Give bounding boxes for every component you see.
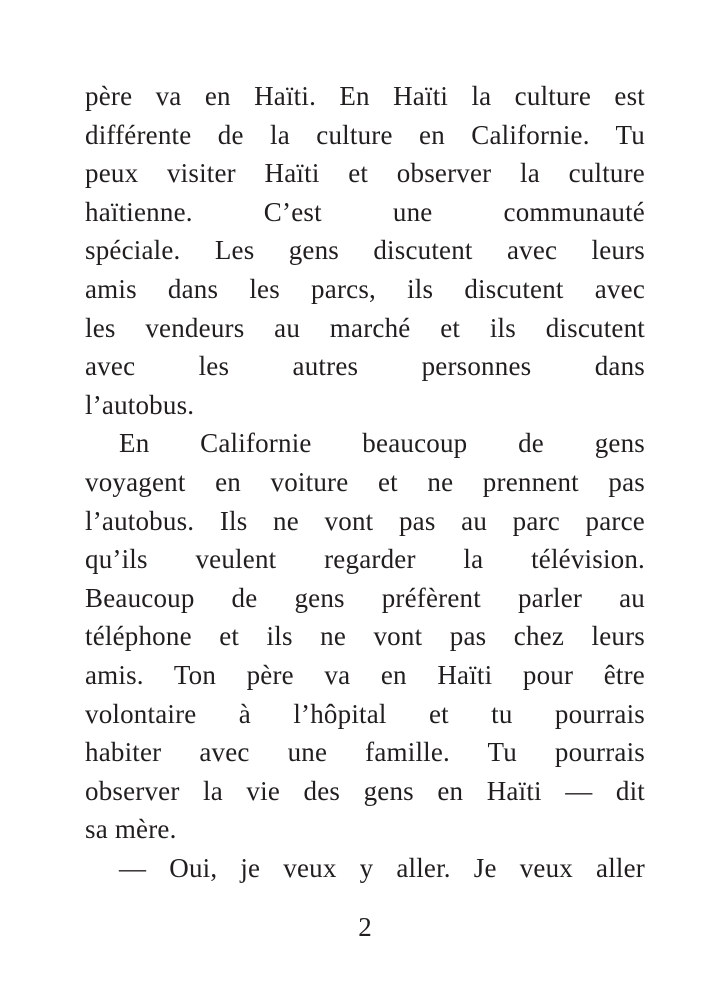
text-line: voyagent en voiture et ne prennent pas [85, 466, 645, 497]
paragraph-1 [85, 77, 645, 424]
text-line: les vendeurs au marché et ils discutent [85, 312, 645, 343]
text-line: volontaire à l’hôpital et tu pourrais [85, 698, 645, 729]
text-line: habiter avec une famille. Tu pourrais [85, 737, 645, 768]
text-line: sa mère. [85, 814, 177, 845]
text-line: amis dans les parcs, ils discutent avec [85, 273, 645, 304]
paragraph-2 [85, 424, 645, 849]
text-line: peux visiter Haïti et observer la culture [85, 158, 645, 189]
text-line: Beaucoup de gens préfèrent parler au [85, 582, 645, 613]
text-line: différente de la culture en Californie. Tu [85, 119, 645, 150]
body-text [85, 77, 645, 887]
text-line: qu’ils veulent regarder la télévision. [85, 544, 645, 575]
paragraph-3 [85, 849, 645, 888]
text-line: haïtienne. C’est une communauté [85, 196, 645, 227]
text-line: téléphone et ils ne vont pas chez leurs [85, 621, 645, 652]
text-line: En Californie beaucoup de gens [119, 428, 645, 459]
text-line: amis. Ton père va en Haïti pour être [85, 659, 645, 690]
page-number: 2 [358, 912, 372, 942]
text-line: l’autobus. [85, 389, 195, 420]
text-line: père va en Haïti. En Haïti la culture est [85, 81, 645, 111]
text-line: observer la vie des gens en Haïti — dit [85, 775, 645, 806]
text-line: — Oui, je veux y aller. Je veux aller [119, 852, 645, 883]
text-line: avec les autres personnes dans [85, 351, 645, 382]
text-line: l’autobus. Ils ne vont pas au parc parce [85, 505, 645, 536]
text-line: spéciale. Les gens discutent avec leurs [85, 235, 645, 266]
